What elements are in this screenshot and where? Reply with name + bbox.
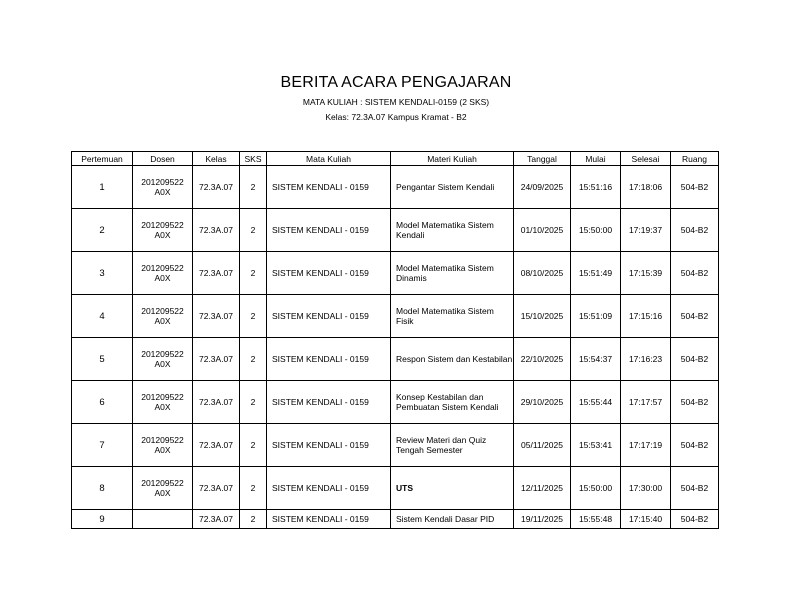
- dosen-id: 201209522: [141, 349, 184, 359]
- cell-materi-kuliah: Review Materi dan Quiz Tengah Semester: [391, 424, 514, 467]
- table-header-row: [72, 152, 719, 166]
- cell-tanggal: 08/10/2025: [514, 252, 571, 295]
- cell-mata-kuliah: SISTEM KENDALI - 0159: [267, 424, 391, 467]
- cell-pertemuan: 9: [72, 510, 133, 529]
- cell-ruang: 504-B2: [671, 467, 719, 510]
- cell-dosen: [133, 424, 193, 467]
- page-title: BERITA ACARA PENGAJARAN: [280, 74, 512, 91]
- dosen-code: A0X: [154, 488, 171, 498]
- cell-tanggal: 19/11/2025: [514, 510, 571, 529]
- cell-kelas: 72.3A.07: [193, 252, 240, 295]
- table-row: [72, 209, 719, 252]
- table-header: [72, 152, 719, 166]
- cell-tanggal: 24/09/2025: [514, 166, 571, 209]
- cell-mulai: 15:53:41: [571, 424, 621, 467]
- column-header-tanggal: Tanggal: [514, 152, 571, 166]
- cell-sks: 2: [240, 166, 267, 209]
- cell-selesai: 17:15:40: [621, 510, 671, 529]
- cell-mulai: 15:51:09: [571, 295, 621, 338]
- cell-tanggal: 01/10/2025: [514, 209, 571, 252]
- table-row: [72, 166, 719, 209]
- table-row: [72, 295, 719, 338]
- column-header-mata-kuliah: Mata Kuliah: [267, 152, 391, 166]
- cell-dosen: [133, 295, 193, 338]
- cell-tanggal: 12/11/2025: [514, 467, 571, 510]
- cell-mulai: 15:50:00: [571, 467, 621, 510]
- dosen-code: A0X: [154, 273, 171, 283]
- dosen-id: 201209522: [141, 478, 184, 488]
- dosen-code: A0X: [154, 359, 171, 369]
- cell-mulai: 15:50:00: [571, 209, 621, 252]
- table-row: [72, 510, 719, 529]
- column-header-dosen: Dosen: [133, 152, 193, 166]
- cell-materi-kuliah: UTS: [391, 467, 514, 510]
- cell-mulai: 15:55:44: [571, 381, 621, 424]
- cell-kelas: 72.3A.07: [193, 295, 240, 338]
- dosen-code: A0X: [154, 230, 171, 240]
- cell-mata-kuliah: SISTEM KENDALI - 0159: [267, 381, 391, 424]
- cell-dosen: [133, 209, 193, 252]
- cell-sks: 2: [240, 381, 267, 424]
- table-row: [72, 381, 719, 424]
- class-info: Kelas: 72.3A.07 Kampus Kramat - B2: [325, 112, 467, 122]
- column-header-ruang: Ruang: [671, 152, 719, 166]
- cell-mata-kuliah: SISTEM KENDALI - 0159: [267, 338, 391, 381]
- table-body: [72, 166, 719, 529]
- cell-mata-kuliah: SISTEM KENDALI - 0159: [267, 252, 391, 295]
- cell-kelas: 72.3A.07: [193, 209, 240, 252]
- cell-pertemuan: 4: [72, 295, 133, 338]
- cell-dosen: [133, 467, 193, 510]
- cell-ruang: 504-B2: [671, 510, 719, 529]
- cell-selesai: 17:17:19: [621, 424, 671, 467]
- dosen-code: A0X: [154, 316, 171, 326]
- cell-mata-kuliah: SISTEM KENDALI - 0159: [267, 295, 391, 338]
- table-row: [72, 467, 719, 510]
- cell-selesai: 17:16:23: [621, 338, 671, 381]
- cell-ruang: 504-B2: [671, 381, 719, 424]
- cell-dosen: [133, 166, 193, 209]
- cell-sks: 2: [240, 467, 267, 510]
- dosen-id: 201209522: [141, 435, 184, 445]
- cell-sks: 2: [240, 338, 267, 381]
- cell-selesai: 17:17:57: [621, 381, 671, 424]
- cell-materi-kuliah: Model Matematika Sistem Kendali: [391, 209, 514, 252]
- cell-materi-kuliah: Model Matematika Sistem Dinamis: [391, 252, 514, 295]
- cell-materi-kuliah: Pengantar Sistem Kendali: [391, 166, 514, 209]
- cell-tanggal: 05/11/2025: [514, 424, 571, 467]
- cell-pertemuan: 3: [72, 252, 133, 295]
- cell-sks: 2: [240, 295, 267, 338]
- table-row: [72, 252, 719, 295]
- cell-kelas: 72.3A.07: [193, 467, 240, 510]
- cell-pertemuan: 1: [72, 166, 133, 209]
- cell-selesai: 17:19:37: [621, 209, 671, 252]
- cell-tanggal: 22/10/2025: [514, 338, 571, 381]
- cell-mulai: 15:55:48: [571, 510, 621, 529]
- cell-mata-kuliah: SISTEM KENDALI - 0159: [267, 467, 391, 510]
- cell-tanggal: 29/10/2025: [514, 381, 571, 424]
- cell-kelas: 72.3A.07: [193, 381, 240, 424]
- column-header-sks: SKS: [240, 152, 267, 166]
- cell-pertemuan: 5: [72, 338, 133, 381]
- cell-mata-kuliah: SISTEM KENDALI - 0159: [267, 209, 391, 252]
- dosen-id: 201209522: [141, 177, 184, 187]
- column-header-pertemuan: Pertemuan: [72, 152, 133, 166]
- cell-dosen: [133, 252, 193, 295]
- cell-kelas: 72.3A.07: [193, 166, 240, 209]
- cell-mulai: 15:51:16: [571, 166, 621, 209]
- dosen-id: 201209522: [141, 392, 184, 402]
- dosen-code: A0X: [154, 187, 171, 197]
- cell-dosen: [133, 510, 193, 529]
- course-subtitle: MATA KULIAH : SISTEM KENDALI-0159 (2 SKS): [302, 97, 490, 107]
- column-header-selesai: Selesai: [621, 152, 671, 166]
- cell-tanggal: 15/10/2025: [514, 295, 571, 338]
- cell-ruang: 504-B2: [671, 209, 719, 252]
- dosen-id: 201209522: [141, 220, 184, 230]
- cell-selesai: 17:15:16: [621, 295, 671, 338]
- cell-kelas: 72.3A.07: [193, 424, 240, 467]
- dosen-code: A0X: [154, 445, 171, 455]
- table-row: [72, 424, 719, 467]
- cell-materi-kuliah: Respon Sistem dan Kestabilan: [391, 338, 514, 381]
- dosen-id: 201209522: [141, 263, 184, 273]
- dosen-code: A0X: [154, 402, 171, 412]
- cell-sks: 2: [240, 209, 267, 252]
- cell-selesai: 17:30:00: [621, 467, 671, 510]
- cell-materi-kuliah: Sistem Kendali Dasar PID: [391, 510, 514, 529]
- cell-mulai: 15:51:49: [571, 252, 621, 295]
- cell-pertemuan: 7: [72, 424, 133, 467]
- cell-ruang: 504-B2: [671, 295, 719, 338]
- dosen-id: 201209522: [141, 306, 184, 316]
- cell-kelas: 72.3A.07: [193, 510, 240, 529]
- cell-selesai: 17:18:06: [621, 166, 671, 209]
- cell-mata-kuliah: SISTEM KENDALI - 0159: [267, 510, 391, 529]
- cell-mulai: 15:54:37: [571, 338, 621, 381]
- cell-pertemuan: 2: [72, 209, 133, 252]
- cell-sks: 2: [240, 510, 267, 529]
- column-header-mulai: Mulai: [571, 152, 621, 166]
- cell-kelas: 72.3A.07: [193, 338, 240, 381]
- cell-pertemuan: 6: [72, 381, 133, 424]
- cell-dosen: [133, 381, 193, 424]
- table-row: [72, 338, 719, 381]
- cell-selesai: 17:15:39: [621, 252, 671, 295]
- cell-ruang: 504-B2: [671, 338, 719, 381]
- cell-pertemuan: 8: [72, 467, 133, 510]
- column-header-materi-kuliah: Materi Kuliah: [391, 152, 514, 166]
- cell-ruang: 504-B2: [671, 424, 719, 467]
- cell-sks: 2: [240, 424, 267, 467]
- cell-dosen: [133, 338, 193, 381]
- cell-ruang: 504-B2: [671, 166, 719, 209]
- column-header-kelas: Kelas: [193, 152, 240, 166]
- cell-materi-kuliah: Konsep Kestabilan dan Pembuatan Sistem Kendali: [391, 381, 514, 424]
- cell-sks: 2: [240, 252, 267, 295]
- cell-mata-kuliah: SISTEM KENDALI - 0159: [267, 166, 391, 209]
- attendance-table: [71, 151, 719, 529]
- cell-ruang: 504-B2: [671, 252, 719, 295]
- cell-materi-kuliah: Model Matematika Sistem Fisik: [391, 295, 514, 338]
